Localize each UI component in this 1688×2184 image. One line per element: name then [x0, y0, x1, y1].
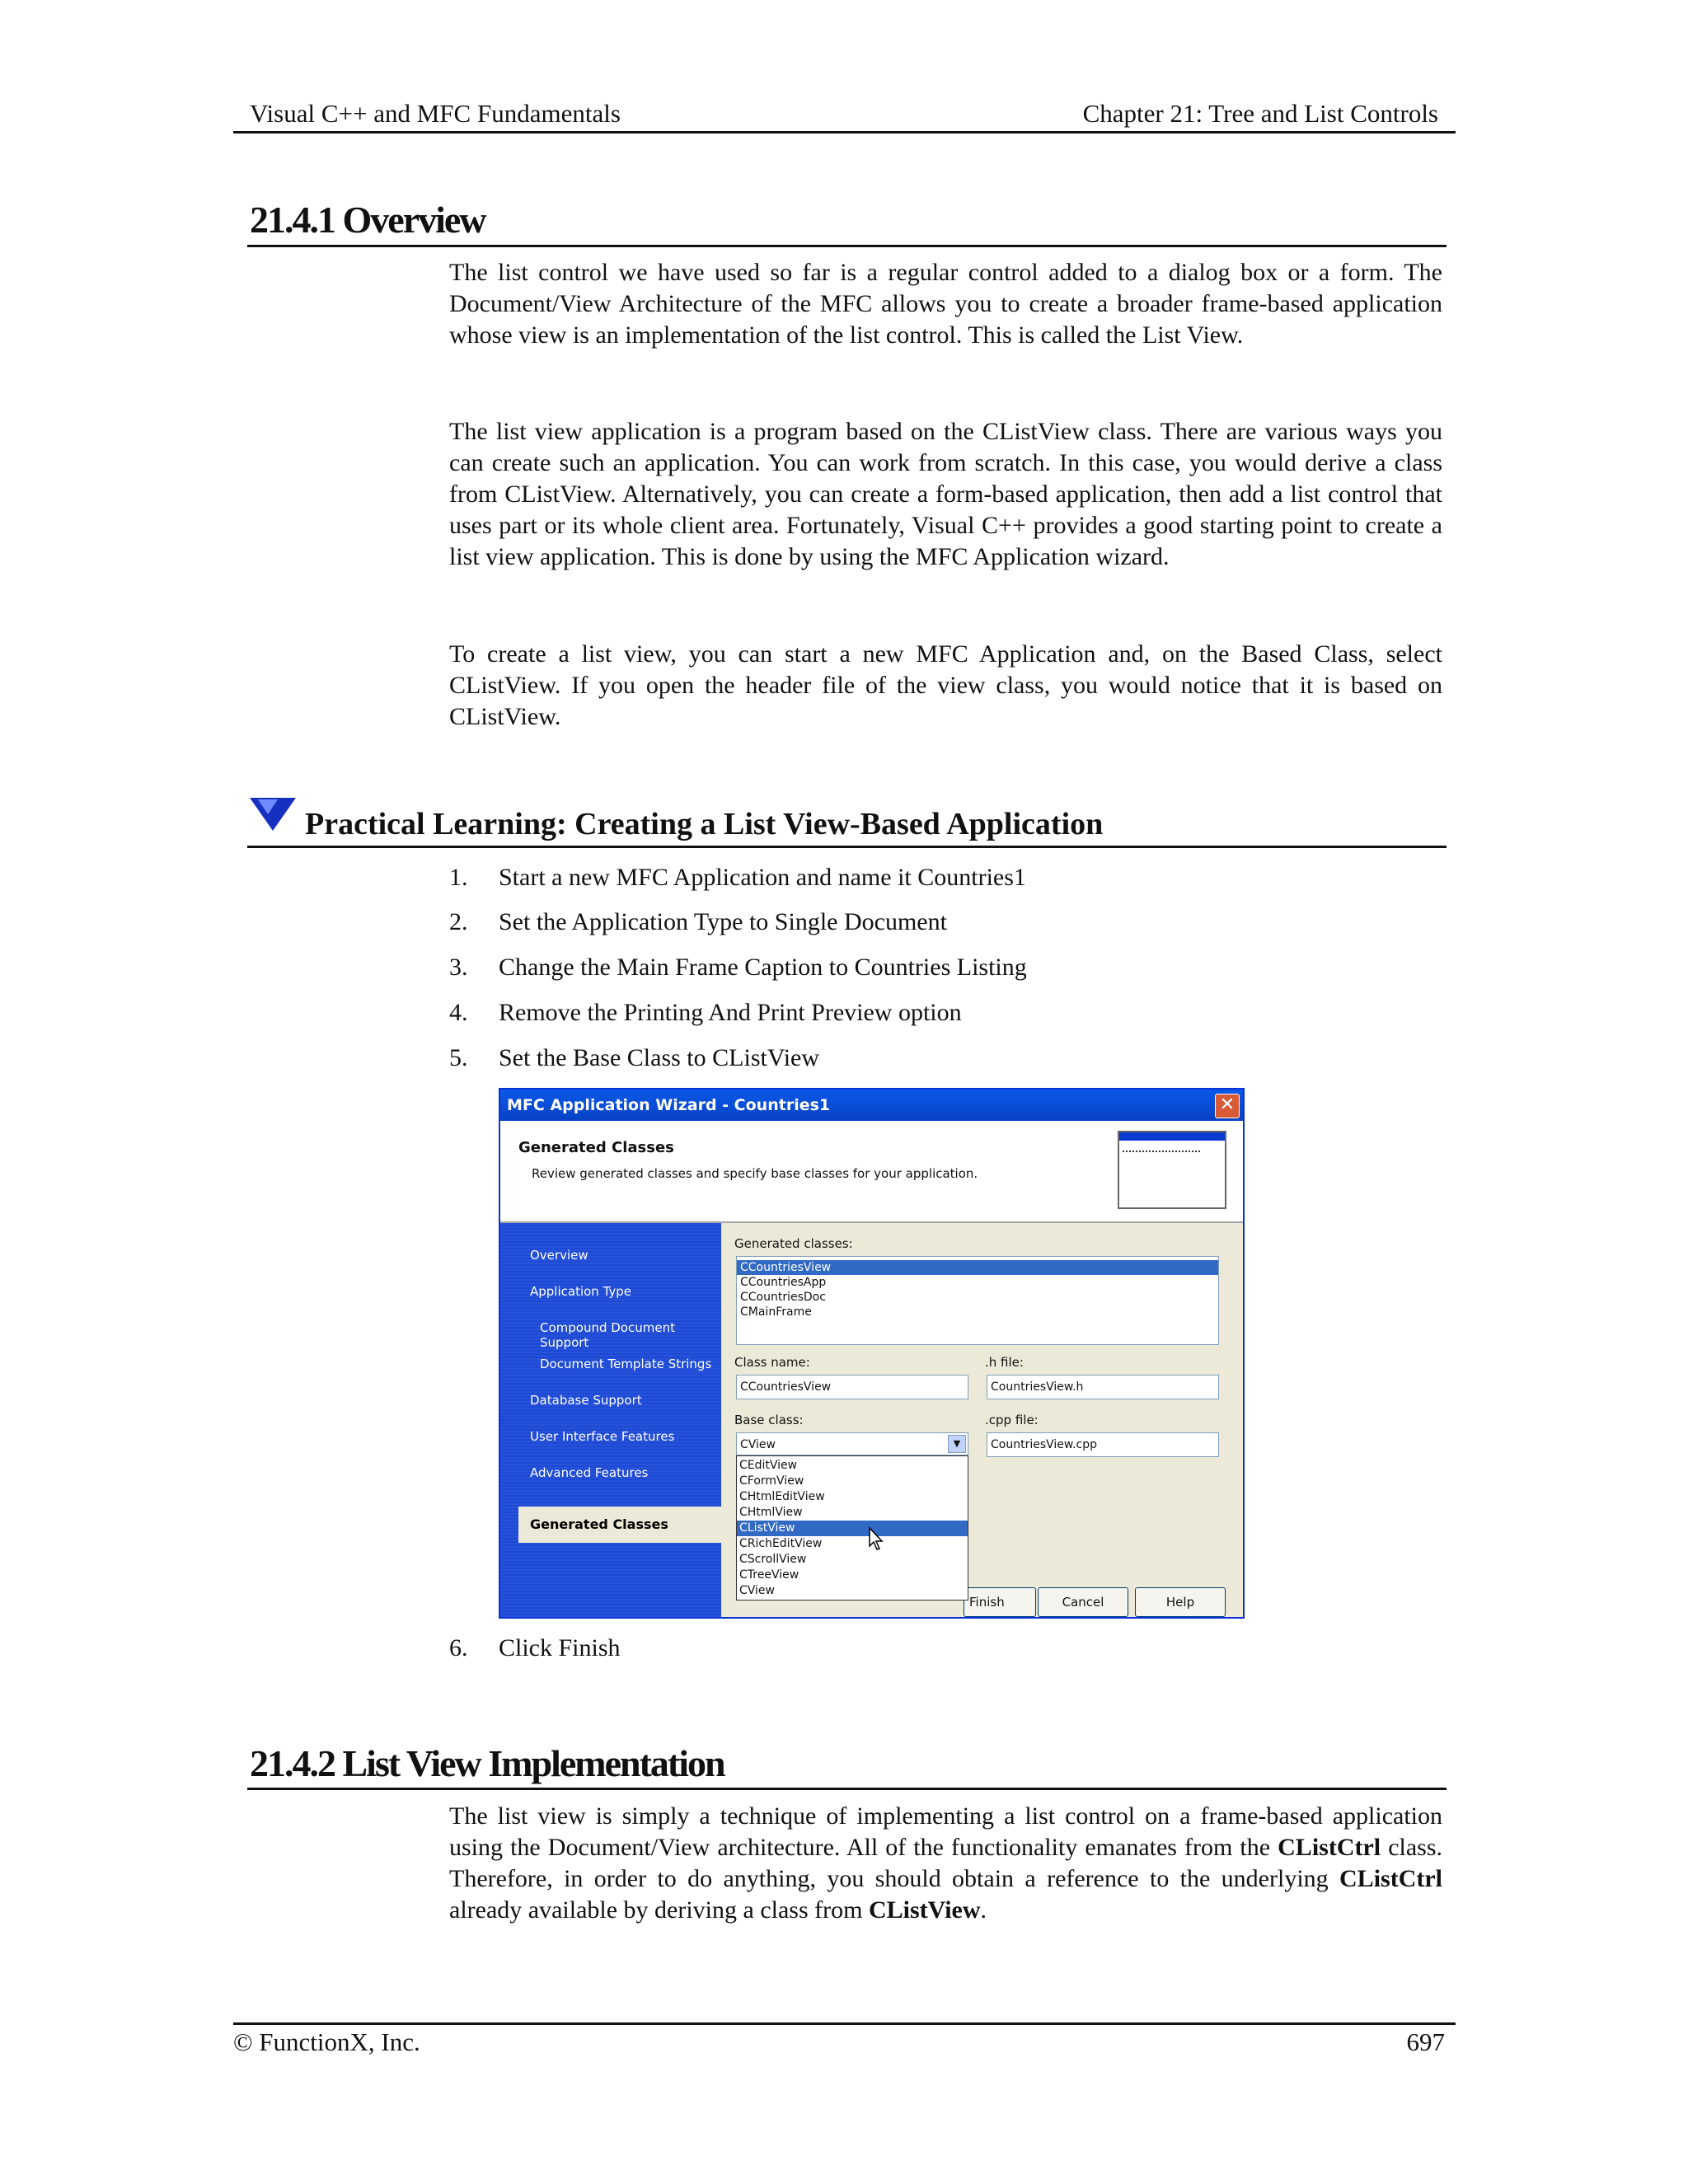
h-file-label: .h file: — [985, 1355, 1024, 1370]
dropdown-option[interactable]: CHtmlView — [739, 1506, 803, 1519]
class-name-bold: CListCtrl — [1278, 1834, 1381, 1861]
dropdown-option[interactable]: CTreeView — [739, 1568, 799, 1582]
dialog-header-panel — [500, 1121, 1243, 1223]
mouse-cursor-icon — [868, 1526, 884, 1551]
step-item: 6. Click Finish — [449, 1634, 621, 1661]
nav-generated-classes[interactable]: Generated Classes — [518, 1507, 721, 1543]
base-class-value: CView — [740, 1438, 776, 1451]
list-item[interactable]: CMainFrame — [740, 1305, 812, 1319]
section-title-list-view: 21.4.2 List View Implementation — [250, 1742, 724, 1784]
page-number: 697 — [1406, 2027, 1445, 2056]
practical-learning-title: Practical Learning: Creating a List View-Based Application — [305, 807, 1104, 841]
nav-overview[interactable]: Overview — [530, 1248, 588, 1263]
class-name-bold: CListView — [868, 1896, 981, 1924]
base-class-select[interactable] — [736, 1432, 968, 1455]
footer-rule — [233, 2022, 1456, 2025]
section-title-overview: 21.4.1 Overview — [250, 199, 485, 241]
wizard-sidebar — [500, 1223, 721, 1617]
dialog-title: MFC Application Wizard - Countries1 — [500, 1090, 1243, 1121]
running-header-left: Visual C++ and MFC Fundamentals — [250, 99, 621, 128]
list-item[interactable]: CCountriesApp — [740, 1276, 827, 1289]
step-item: 4. Remove the Printing And Print Preview option — [449, 999, 962, 1026]
step-item: 2. Set the Application Type to Single Document — [449, 908, 947, 935]
base-class-dropdown[interactable] — [736, 1455, 968, 1601]
paragraph-list-view: The list view is simply a technique of implementing a list control on a frame-based application using the Document/View architecture. All of the functionality emanates from the CListCtrl class. Therefore, in order to do anything, you should obtain a reference to the underlying CListCtrl already available by deriving a class from CListView. — [449, 1802, 1443, 1924]
nav-advanced-features[interactable]: Advanced Features — [530, 1465, 649, 1480]
paragraph: The list control we have used so far is a regular control added to a dialog box or a form. The Document/View Architecture of the MFC allows you to create a broader frame-based application whose view is an implementation of the list control. This is called the List View. — [449, 259, 1442, 349]
cpp-file-label: .cpp file: — [985, 1413, 1039, 1427]
section-rule — [247, 245, 1447, 247]
window-preview-icon — [1118, 1131, 1226, 1209]
header-subtitle: Review generated classes and specify base classes for your application. — [532, 1166, 978, 1181]
nav-document-template[interactable]: Document Template Strings — [540, 1357, 712, 1371]
cpp-file-input[interactable]: CountriesView.cpp — [987, 1432, 1219, 1457]
chevron-down-icon[interactable]: ▼ — [948, 1435, 966, 1453]
triangle-highlight-icon — [258, 799, 278, 814]
nav-user-interface[interactable]: User Interface Features — [530, 1429, 675, 1444]
nav-compound-document[interactable]: Compound Document Support — [540, 1320, 675, 1350]
running-header-right: Chapter 21: Tree and List Controls — [1082, 99, 1438, 128]
paragraph: The list view application is a program based on the CListView class. There are various ways you can create such an application. You can work from scratch. In this case, you would derive a class from CListView. Alternatively, you can create a form-based application, then add a list control that uses part or its whole client area. Fortunately, Visual C++ provides a good starting point to create a list view application. This is done by using the MFC Application wizard. — [449, 418, 1442, 570]
dropdown-option[interactable]: CHtmlEditView — [739, 1490, 825, 1503]
step-item: 5. Set the Base Class to CListView — [449, 1044, 820, 1071]
class-name-input[interactable]: CCountriesView — [736, 1375, 968, 1399]
header-rule — [233, 131, 1456, 134]
nav-database-support[interactable]: Database Support — [530, 1393, 642, 1408]
dropdown-option[interactable]: CEditView — [739, 1459, 798, 1472]
dropdown-option[interactable]: CScrollView — [739, 1553, 807, 1566]
h-file-input[interactable]: CountriesView.h — [987, 1375, 1219, 1399]
list-item[interactable]: CCountriesView — [737, 1260, 1218, 1275]
step-item: 1. Start a new MFC Application and name it Countries1 — [449, 864, 1026, 891]
nav-application-type[interactable]: Application Type — [530, 1284, 632, 1299]
mfc-wizard-dialog — [499, 1088, 1245, 1619]
footer-copyright: © FunctionX, Inc. — [233, 2027, 420, 2056]
dropdown-option-selected[interactable]: CListView — [737, 1521, 968, 1536]
cancel-button[interactable]: Cancel — [1038, 1587, 1128, 1617]
generated-classes-label: Generated classes: — [734, 1236, 853, 1251]
dropdown-option[interactable]: CRichEditView — [739, 1537, 823, 1550]
dropdown-option[interactable]: CFormView — [739, 1474, 804, 1488]
finish-button[interactable]: Finish — [964, 1587, 1036, 1617]
class-name-label: Class name: — [734, 1355, 810, 1370]
generated-classes-list[interactable] — [736, 1256, 1219, 1345]
section-rule — [247, 1788, 1447, 1790]
close-button[interactable]: ✕ — [1215, 1094, 1240, 1118]
help-button[interactable]: Help — [1135, 1587, 1226, 1617]
class-name-bold: CListCtrl — [1339, 1865, 1442, 1892]
dropdown-option[interactable]: CView — [739, 1584, 775, 1597]
step-item: 3. Change the Main Frame Caption to Countries Listing — [449, 954, 1027, 981]
list-item[interactable]: CCountriesDoc — [740, 1291, 826, 1304]
header-title: Generated Classes — [518, 1139, 674, 1156]
base-class-label: Base class: — [734, 1413, 804, 1427]
practical-rule — [247, 846, 1447, 848]
paragraph: To create a list view, you can start a new MFC Application and, on the Based Class, select CListView. If you open the header file of the view class, you would notice that it is based on CListView. — [449, 640, 1442, 730]
